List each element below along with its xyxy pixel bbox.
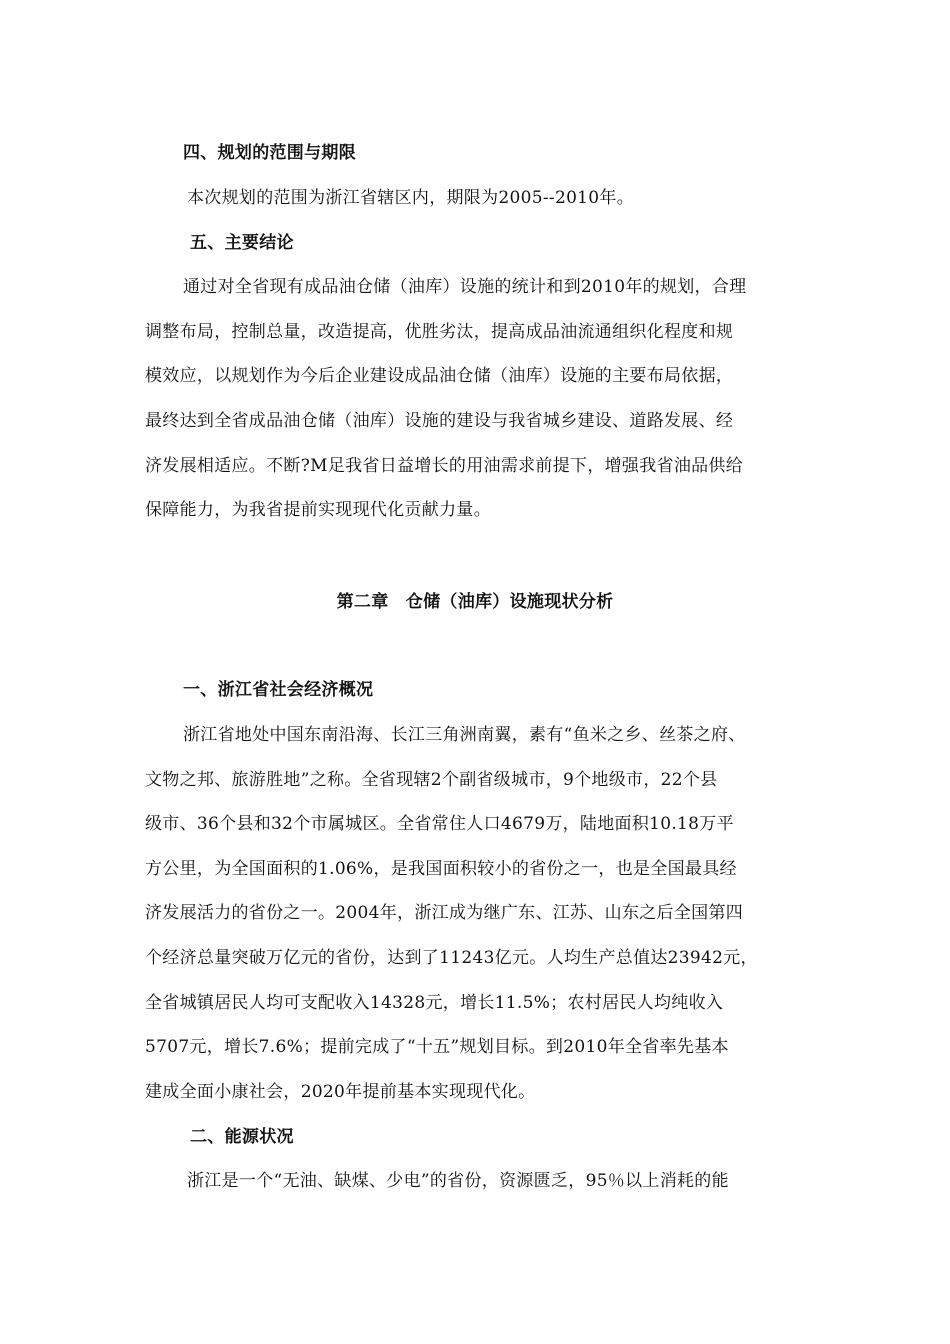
paragraph-line: 调整布局，控制总量，改造提高，优胜劣汰，提高成品油流通组织化程度和规	[145, 322, 734, 342]
section-heading-energy: 二、能源状况	[190, 1127, 294, 1147]
section-heading-scope: 四、规划的范围与期限	[183, 143, 356, 163]
section-heading-conclusions: 五、主要结论	[190, 233, 294, 253]
paragraph-line: 通过对全省现有成品油仓储（油库）设施的统计和到2010年的规划，合理	[183, 277, 747, 297]
paragraph-line: 全省城镇居民人均可支配收入14328元，增长11.5%；农村居民人均纯收入	[145, 993, 724, 1013]
paragraph-line: 5707元，增长7.6%；提前完成了“十五”规划目标。到2010年全省率先基本	[145, 1037, 729, 1057]
paragraph-line: 级市、36个县和32个市属城区。全省常住人口4679万，陆地面积10.18万平	[145, 814, 734, 834]
paragraph-line: 本次规划的范围为浙江省辖区内，期限为2005--2010年。	[187, 188, 635, 208]
paragraph-line: 浙江省地处中国东南沿海、长江三角洲南翼，素有“鱼米之乡、丝茶之府、	[183, 725, 746, 745]
paragraph-line: 济发展相适应。不断?M足我省日益增长的用油需求前提下，增强我省油品供给	[145, 456, 744, 476]
chapter-title: 第二章 仓储（油库）设施现状分析	[336, 592, 614, 612]
paragraph-line: 方公里，为全国面积的1.06%，是我国面积较小的省份之一，也是全国最具经	[145, 859, 737, 879]
paragraph-line: 文物之邦、旅游胜地”之称。全省现辖2个副省级城市，9个地级市，22个县	[145, 770, 718, 790]
section-heading-economy: 一、浙江省社会经济概况	[183, 680, 374, 700]
paragraph-line: 模效应，以规划作为今后企业建设成品油仓储（油库）设施的主要布局依据，	[145, 366, 734, 386]
paragraph-line: 保障能力，为我省提前实现现代化贡献力量。	[145, 500, 491, 520]
paragraph-line: 最终达到全省成品油仓储（油库）设施的建设与我省城乡建设、道路发展、经	[145, 411, 734, 431]
paragraph-line: 个经济总量突破万亿元的省份，达到了11243亿元。人均生产总值达23942元，	[145, 948, 758, 968]
paragraph-line: 济发展活力的省份之一。2004年，浙江成为继广东、江苏、山东之后全国第四	[145, 903, 744, 923]
paragraph-line: 浙江是一个“无油、缺煤、少电”的省份，资源匮乏，95％以上消耗的能	[187, 1171, 729, 1191]
paragraph-line: 建成全面小康社会，2020年提前基本实现现代化。	[145, 1082, 536, 1102]
